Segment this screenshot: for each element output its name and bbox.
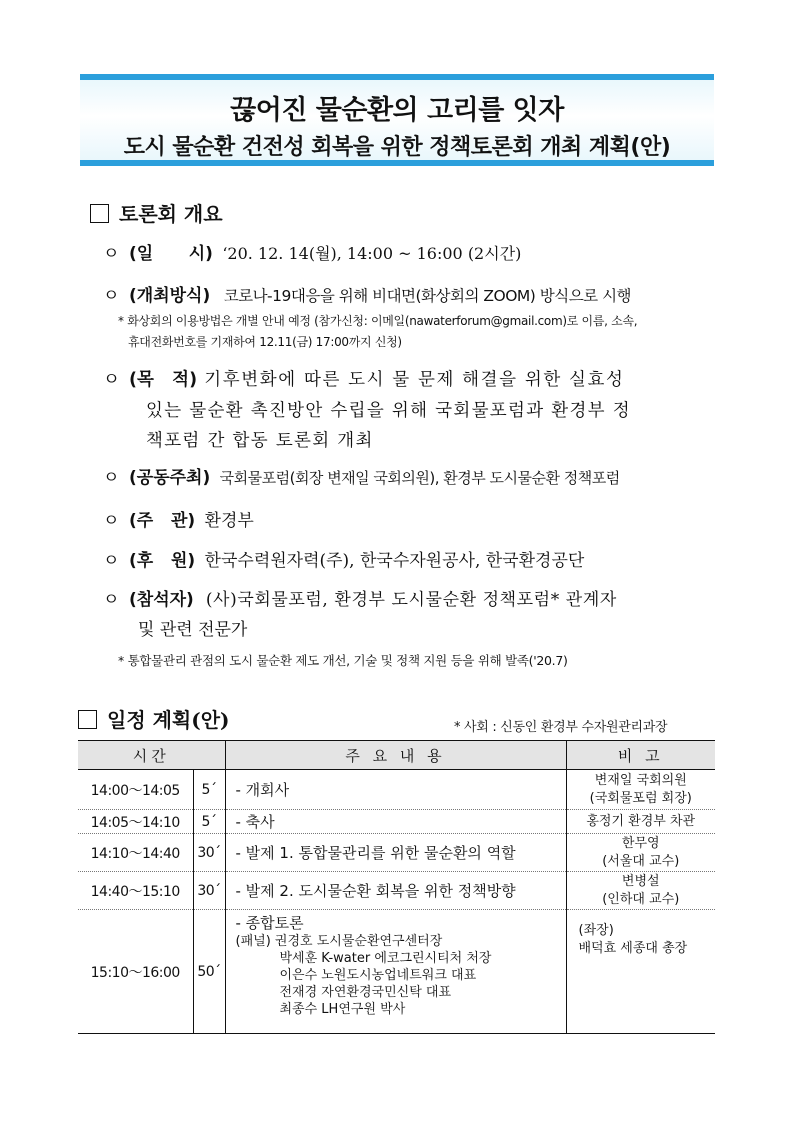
- moderator-note: * 사회 : 신동인 환경부 수자원관리과장: [454, 720, 668, 735]
- row-time: 14:05～14:10: [78, 810, 193, 834]
- row-content: - 축사: [225, 810, 566, 834]
- row-time: 14:10～14:40: [78, 834, 193, 872]
- table-row-discussion: [78, 910, 715, 1034]
- panel-list: [236, 933, 566, 1018]
- table-header-row: [78, 741, 715, 770]
- row-duration: 30´: [193, 834, 225, 872]
- row-content: - 발제 1. 통합물관리를 위한 물순환의 역할: [225, 834, 566, 872]
- overview-item-organizer: ㅇ (주 관) 환경부: [103, 511, 254, 531]
- note-zoom-line2: 휴대전화번호를 기재하여 12.11(금) 17:00까지 신청): [128, 335, 402, 349]
- section-overview-heading: 토론회 개요: [90, 198, 223, 227]
- panel-label: (패널): [235, 934, 271, 949]
- table-row: [78, 834, 715, 872]
- row-duration: 5´: [193, 810, 225, 834]
- panel-member: 이은수 노원도시농업네트워크 대표: [279, 968, 477, 983]
- header-remark: 비 고: [566, 741, 715, 770]
- overview-item-host: ㅇ (공동주최) 국회물포럼(회장 변재일 국회의원), 환경부 도시물순환 정책포럼: [103, 468, 620, 488]
- row-remark: (좌장) 배덕효 세종대 총장: [566, 910, 715, 1034]
- header-time: 시간: [78, 741, 225, 770]
- overview-purpose-line3: 책포럼 간 합동 토론회 개최: [146, 431, 374, 451]
- note-zoom-line1: * 화상회의 이용방법은 개별 안내 예정 (참가신청: 이메일(nawaterforum@gmail.com)로 이름, 소속,: [118, 314, 638, 328]
- panel-member: 권경호 도시물순환연구센터장: [274, 934, 443, 949]
- row-remark: 변병설 (인하대 교수): [566, 872, 715, 910]
- table-row: [78, 810, 715, 834]
- row-content: [225, 910, 566, 1034]
- section-schedule-heading: 일정 계획(안): [78, 704, 230, 733]
- overview-purpose-line2: 있는 물순환 촉진방안 수립을 위해 국회물포럼과 환경부 정: [146, 401, 631, 421]
- overview-item-sponsor: ㅇ (후 원) 한국수력원자력(주), 한국수자원공사, 한국환경공단: [103, 551, 585, 571]
- table-row: [78, 770, 715, 810]
- overview-item-method: ㅇ (개최방식) 코로나-19대응을 위해 비대면(화상회의 ZOOM) 방식으로 시행: [103, 286, 632, 306]
- overview-item-date: ㅇ (일 시) ‘20. 12. 14(월), 14:00 ~ 16:00 (2시간): [103, 244, 522, 264]
- row-duration: 50´: [193, 910, 225, 1034]
- row-remark: 변재일 국회의원 (국회물포럼 회장): [566, 770, 715, 810]
- row-content: - 발제 2. 도시물순환 회복을 위한 정책방향: [225, 872, 566, 910]
- panel-member: 전재경 자연환경국민신탁 대표: [279, 985, 452, 1000]
- row-duration: 5´: [193, 770, 225, 810]
- overview-item-attendees: ㅇ (참석자) (사)국회물포럼, 환경부 도시물순환 정책포럼* 관계자: [103, 590, 617, 610]
- row-remark: 한무영 (서울대 교수): [566, 834, 715, 872]
- note-forum: * 통합물관리 관점의 도시 물순환 제도 개선, 기술 및 정책 지원 등을 위해 발족('20.7): [118, 653, 568, 668]
- sub-title: 도시 물순환 건전성 회복을 위한 정책토론회 개최 계획(안): [123, 135, 671, 160]
- row-time: 14:40～15:10: [78, 872, 193, 910]
- square-bullet-icon: [78, 710, 97, 729]
- square-bullet-icon: [90, 204, 109, 223]
- row-duration: 30´: [193, 872, 225, 910]
- table-row: [78, 872, 715, 910]
- panel-member: 최종수 LH연구원 박사: [279, 1002, 406, 1017]
- main-title: 끊어진 물순환의 고리를 잇자: [230, 95, 564, 126]
- row-content: - 개회사: [225, 770, 566, 810]
- row-remark: 홍정기 환경부 차관: [566, 810, 715, 834]
- schedule-table: [78, 740, 715, 1034]
- title-banner: [80, 74, 714, 166]
- row-time: 15:10～16:00: [78, 910, 193, 1034]
- row-time: 14:00～14:05: [78, 770, 193, 810]
- panel-member: 박세훈 K-water 에코그린시티처 처장: [279, 951, 492, 966]
- overview-item-purpose: ㅇ (목 적) 기후변화에 따른 도시 물 문제 해결을 위한 실효성: [103, 370, 625, 390]
- discussion-title: - 종합토론: [235, 914, 304, 932]
- header-content: 주 요 내 용: [225, 741, 566, 770]
- overview-attendees-line2: 및 관련 전문가: [138, 620, 248, 640]
